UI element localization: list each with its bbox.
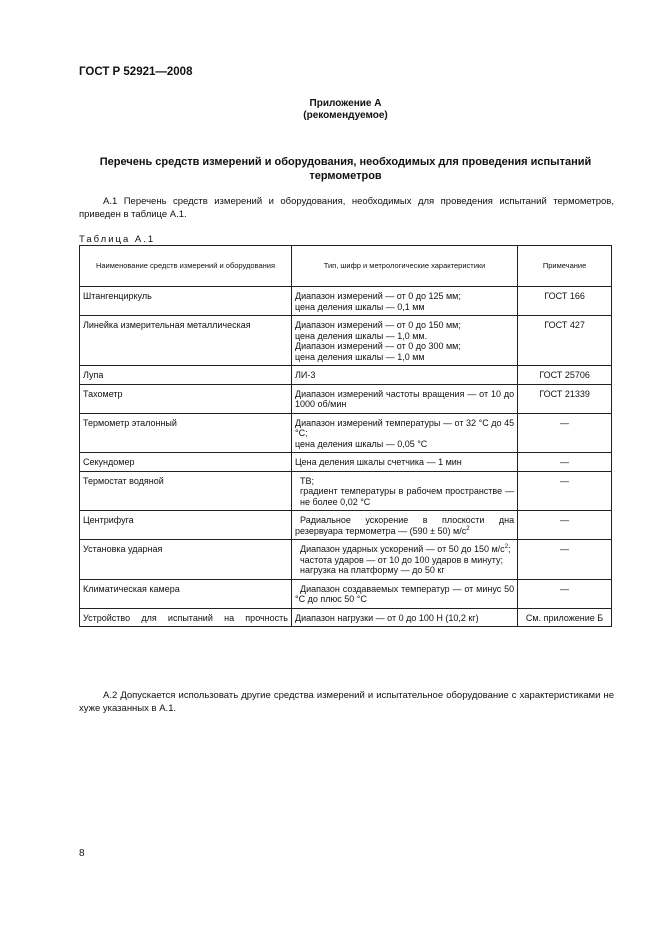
row-spec: Диапазон измерений — от 0 до 150 мм; цена деления шкалы — 1,0 мм. Диапазон измерений — от 0 до 300 мм; цена деления шкалы — 1,0 мм: [291, 316, 517, 366]
row-spec: Диапазон ударных ускорений — от 50 до 150 $м/с^2$; частота ударов — от 10 до 100 ударов в минуту; нагрузка на платформу — до 50 кг: [291, 540, 517, 580]
row-note: ГОСТ 25706: [518, 366, 612, 385]
row-name: Климатическая камера: [80, 579, 292, 608]
table-row: [80, 316, 612, 366]
row-name: Лупа: [80, 366, 292, 385]
row-note: См. приложение Б: [518, 608, 612, 627]
table-row: [80, 608, 612, 627]
page-number: 8: [79, 848, 85, 859]
row-note: ГОСТ 21339: [518, 384, 612, 413]
row-name: Термостат водяной: [80, 471, 292, 511]
row-spec: Диапазон измерений температуры — от 32 °С до 45 °С; цена деления шкалы — 0,05 °С: [291, 413, 517, 453]
row-note: —: [518, 579, 612, 608]
document-code: ГОСТ Р 52921—2008: [79, 66, 193, 78]
section-title-line-1: Перечень средств измерений и оборудования, необходимых для проведения испытаний: [99, 156, 592, 168]
row-note: —: [518, 413, 612, 453]
header-name: Наименование средств измерений и оборудования: [80, 246, 292, 287]
row-spec: ЛИ-3: [291, 366, 517, 385]
header-spec: Тип, шифр и метрологические характеристики: [291, 246, 517, 287]
row-name: Установка ударная: [80, 540, 292, 580]
section-title: [79, 155, 612, 183]
row-spec: Цена деления шкалы счетчика — 1 мин: [291, 453, 517, 472]
row-name: Термометр эталонный: [80, 413, 292, 453]
row-spec: Радиальное ускорение в плоскости дна резервуара термометра — (590 ± 50) $м/с^2$: [291, 511, 517, 540]
table-row: [80, 453, 612, 472]
row-note: —: [518, 511, 612, 540]
row-note: ГОСТ 427: [518, 316, 612, 366]
row-spec: Диапазон измерений — от 0 до 125 мм; цена деления шкалы — 0,1 мм: [291, 287, 517, 316]
appendix-title: Приложение А: [309, 98, 382, 109]
row-spec: Диапазон нагрузки — от 0 до 100 Н (10,2 кг): [291, 608, 517, 627]
section-title-line-2: термометров: [309, 170, 382, 182]
row-note: ГОСТ 166: [518, 287, 612, 316]
row-spec: Диапазон создаваемых температур — от минус 50 °С до плюс 50 °С: [291, 579, 517, 608]
table-header-row: [80, 246, 612, 287]
table-row: [80, 287, 612, 316]
header-note: Примечание: [518, 246, 612, 287]
row-spec: Диапазон измерений частоты вращения — от 10 до 1000 об/мин: [291, 384, 517, 413]
table-row: [80, 413, 612, 453]
superscript: 2: [466, 525, 470, 532]
row-note: —: [518, 471, 612, 511]
row-name: Штангенциркуль: [80, 287, 292, 316]
table-row: [80, 540, 612, 580]
row-name: Центрифуга: [80, 511, 292, 540]
row-spec: ТВ; градиент температуры в рабочем пространстве — не более 0,02 °С: [291, 471, 517, 511]
paragraph-a1: А.1 Перечень средств измерений и оборудования, необходимых для проведения испытаний термометров, приведен в таблице А.1.: [79, 196, 614, 220]
table-row: [80, 511, 612, 540]
row-name: Линейка измерительная металлическая: [80, 316, 292, 366]
superscript: 2: [504, 544, 509, 550]
equipment-table: [79, 245, 612, 627]
table-row: [80, 366, 612, 385]
table-row: [80, 579, 612, 608]
row-name: Устройство для испытаний на прочность: [80, 608, 292, 627]
row-note: —: [518, 453, 612, 472]
row-name: Секундомер: [80, 453, 292, 472]
row-name: Тахометр: [80, 384, 292, 413]
appendix-subtitle: (рекомендуемое): [303, 110, 388, 121]
table-row: [80, 384, 612, 413]
table-row: [80, 471, 612, 511]
table-caption: Таблица А.1: [79, 234, 156, 245]
appendix-heading: [0, 98, 661, 122]
row-note: —: [518, 540, 612, 580]
paragraph-a2: А.2 Допускается использовать другие средства измерений и испытательное оборудование с характеристиками не хуже указанных в А.1.: [79, 690, 614, 714]
